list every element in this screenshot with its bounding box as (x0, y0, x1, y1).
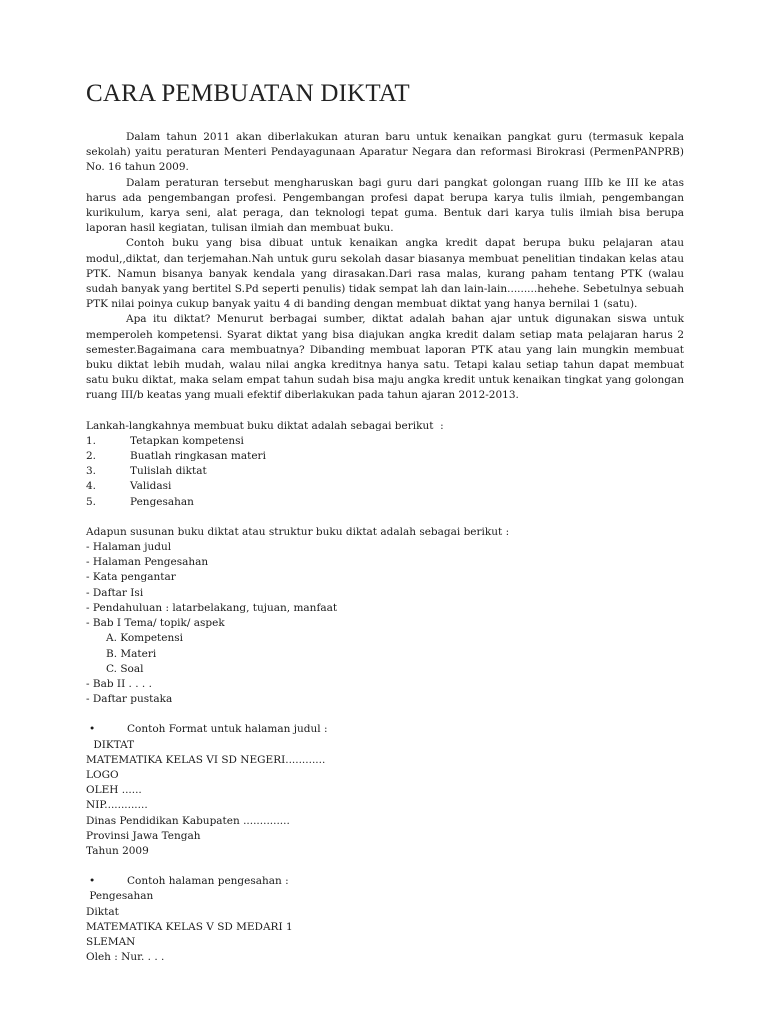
step-number: 5. (86, 495, 97, 508)
paragraph-intro: Dalam tahun 2011 akan diberlakukan aturan baru untuk kenaikan pangkat guru (termasuk kepala sekolah) yaitu peraturan Menteri Pendayagunaan Aparatur Negara dan reformasi Birokrasi (PermenPANPRB) No. 16 tahun 2009. (86, 131, 684, 174)
bullet-icon: • (89, 723, 96, 736)
bullet-text: Contoh halaman pengesahan : (127, 875, 289, 888)
pengesahan-line: MATEMATIKA KELAS V SD MEDARI 1 (86, 920, 293, 933)
step-text: Pengesahan (130, 495, 194, 508)
bullet-icon: • (89, 875, 96, 888)
list-item (86, 479, 684, 494)
step-text: Validasi (130, 480, 172, 493)
list-item (86, 495, 684, 510)
structure-subitem: A. Kompetensi (106, 632, 183, 645)
structure-subitem: B. Materi (106, 647, 157, 660)
structure-item: - Daftar pustaka (86, 693, 173, 706)
paragraph-regulation: Dalam peraturan tersebut mengharuskan bagi guru dari pangkat golongan ruang IIIb ke III ke atas harus ada pengembangan profesi. Pengembangan profesi dapat berupa karya tulis ilmiah, pengembangan kurikulum, karya seni, alat peraga, dan teknologi tepat guma. Bentuk dari karya tulis ilmiah bisa berupa laporan hasil kegiatan, tulisan ilmiah dan membuat buku. (86, 176, 684, 235)
format-line: NIP............. (86, 799, 148, 812)
format-line: MATEMATIKA KELAS VI SD NEGERI............ (86, 753, 326, 766)
structure-item: - Halaman Pengesahan (86, 556, 209, 569)
pengesahan-line: Pengesahan (86, 890, 154, 903)
format-line: DIKTAT (90, 738, 135, 751)
pengesahan-line: SLEMAN (86, 935, 136, 948)
structure-item: - Kata pengantar (86, 571, 176, 584)
format-line: Dinas Pendidikan Kabupaten .............. (86, 814, 290, 827)
page-title: CARA PEMBUATAN DIKTAT (86, 80, 410, 107)
structure-item: - Pendahuluan : latarbelakang, tujuan, manfaat (86, 601, 338, 614)
bullet-text: Contoh Format untuk halaman judul : (127, 723, 328, 736)
step-text: Tulislah diktat (130, 465, 207, 478)
list-item (86, 464, 684, 479)
paragraph-what-is-diktat: Apa itu diktat? Menurut berbagai sumber, diktat adalah bahan ajar untuk digunakan siswa untuk memperoleh kompetensi. Syarat diktat yang bisa diajukan angka kredit dalam setiap mata pelajaran harus 2 semester.Bagaimana cara membuatnya? Dibanding membuat laporan PTK atau yang lain mungkin membuat buku diktat lebih mudah, walau nilai angka kreditnya hanya satu. Tetapi kalau setiap tahun dapat membuat satu buku diktat, maka selam empat tahun sudah bisa maju angka kredit untuk kenaikan tingkat yang golongan ruang III/b keatas yang muali efektif diberlakukan pada tahun ajaran 2012-2013. (86, 313, 684, 402)
step-number: 3. (86, 465, 97, 478)
format-line: Tahun 2009 (86, 844, 149, 857)
structure-item: - Bab I Tema/ topik/ aspek (86, 617, 225, 630)
format-line: LOGO (86, 768, 119, 781)
steps-list (86, 434, 684, 510)
structure-subitem: C. Soal (106, 662, 144, 675)
bullet-format-pengesahan (86, 874, 684, 889)
steps-intro: Lankah-langkahnya membuat buku diktat adalah sebagai berikut : (86, 419, 444, 432)
bullet-format-judul (86, 722, 684, 737)
list-item (86, 434, 684, 449)
pengesahan-line: Oleh : Nur. . . . (86, 951, 165, 964)
step-number: 1. (86, 434, 97, 447)
document-body (86, 130, 684, 965)
structure-item: - Bab II . . . . (86, 677, 152, 690)
list-item (86, 449, 684, 464)
step-text: Buatlah ringkasan materi (130, 450, 266, 463)
step-number: 4. (86, 480, 97, 493)
structure-item: - Daftar Isi (86, 586, 144, 599)
structure-item: - Halaman judul (86, 541, 172, 554)
pengesahan-line: Diktat (86, 905, 119, 918)
step-number: 2. (86, 450, 97, 463)
paragraph-book-examples: Contoh buku yang bisa dibuat untuk kenaikan angka kredit dapat berupa buku pelajaran atau modul,,diktat, dan terjemahan.Nah untuk guru sekolah dasar biasanya membuat penelitian tindakan kelas atau PTK. Namun bisanya banyak kendala yang dirasakan.Dari rasa malas, kurang paham tentang PTK (walau sudah banyak yang bertitel S.Pd seperti penulis) tidak sempat lah dan lain-lain.........hehehe. Sebetulnya sebuah PTK nilai poinya cukup banyak yaitu 4 di banding dengan membuat diktat yang hanya bernilai 1 (satu). (86, 237, 684, 311)
format-line: OLEH ...... (86, 784, 142, 797)
format-line: Provinsi Jawa Tengah (86, 829, 201, 842)
structure-intro: Adapun susunan buku diktat atau struktur buku diktat adalah sebagai berikut : (86, 525, 510, 538)
step-text: Tetapkan kompetensi (130, 434, 244, 447)
